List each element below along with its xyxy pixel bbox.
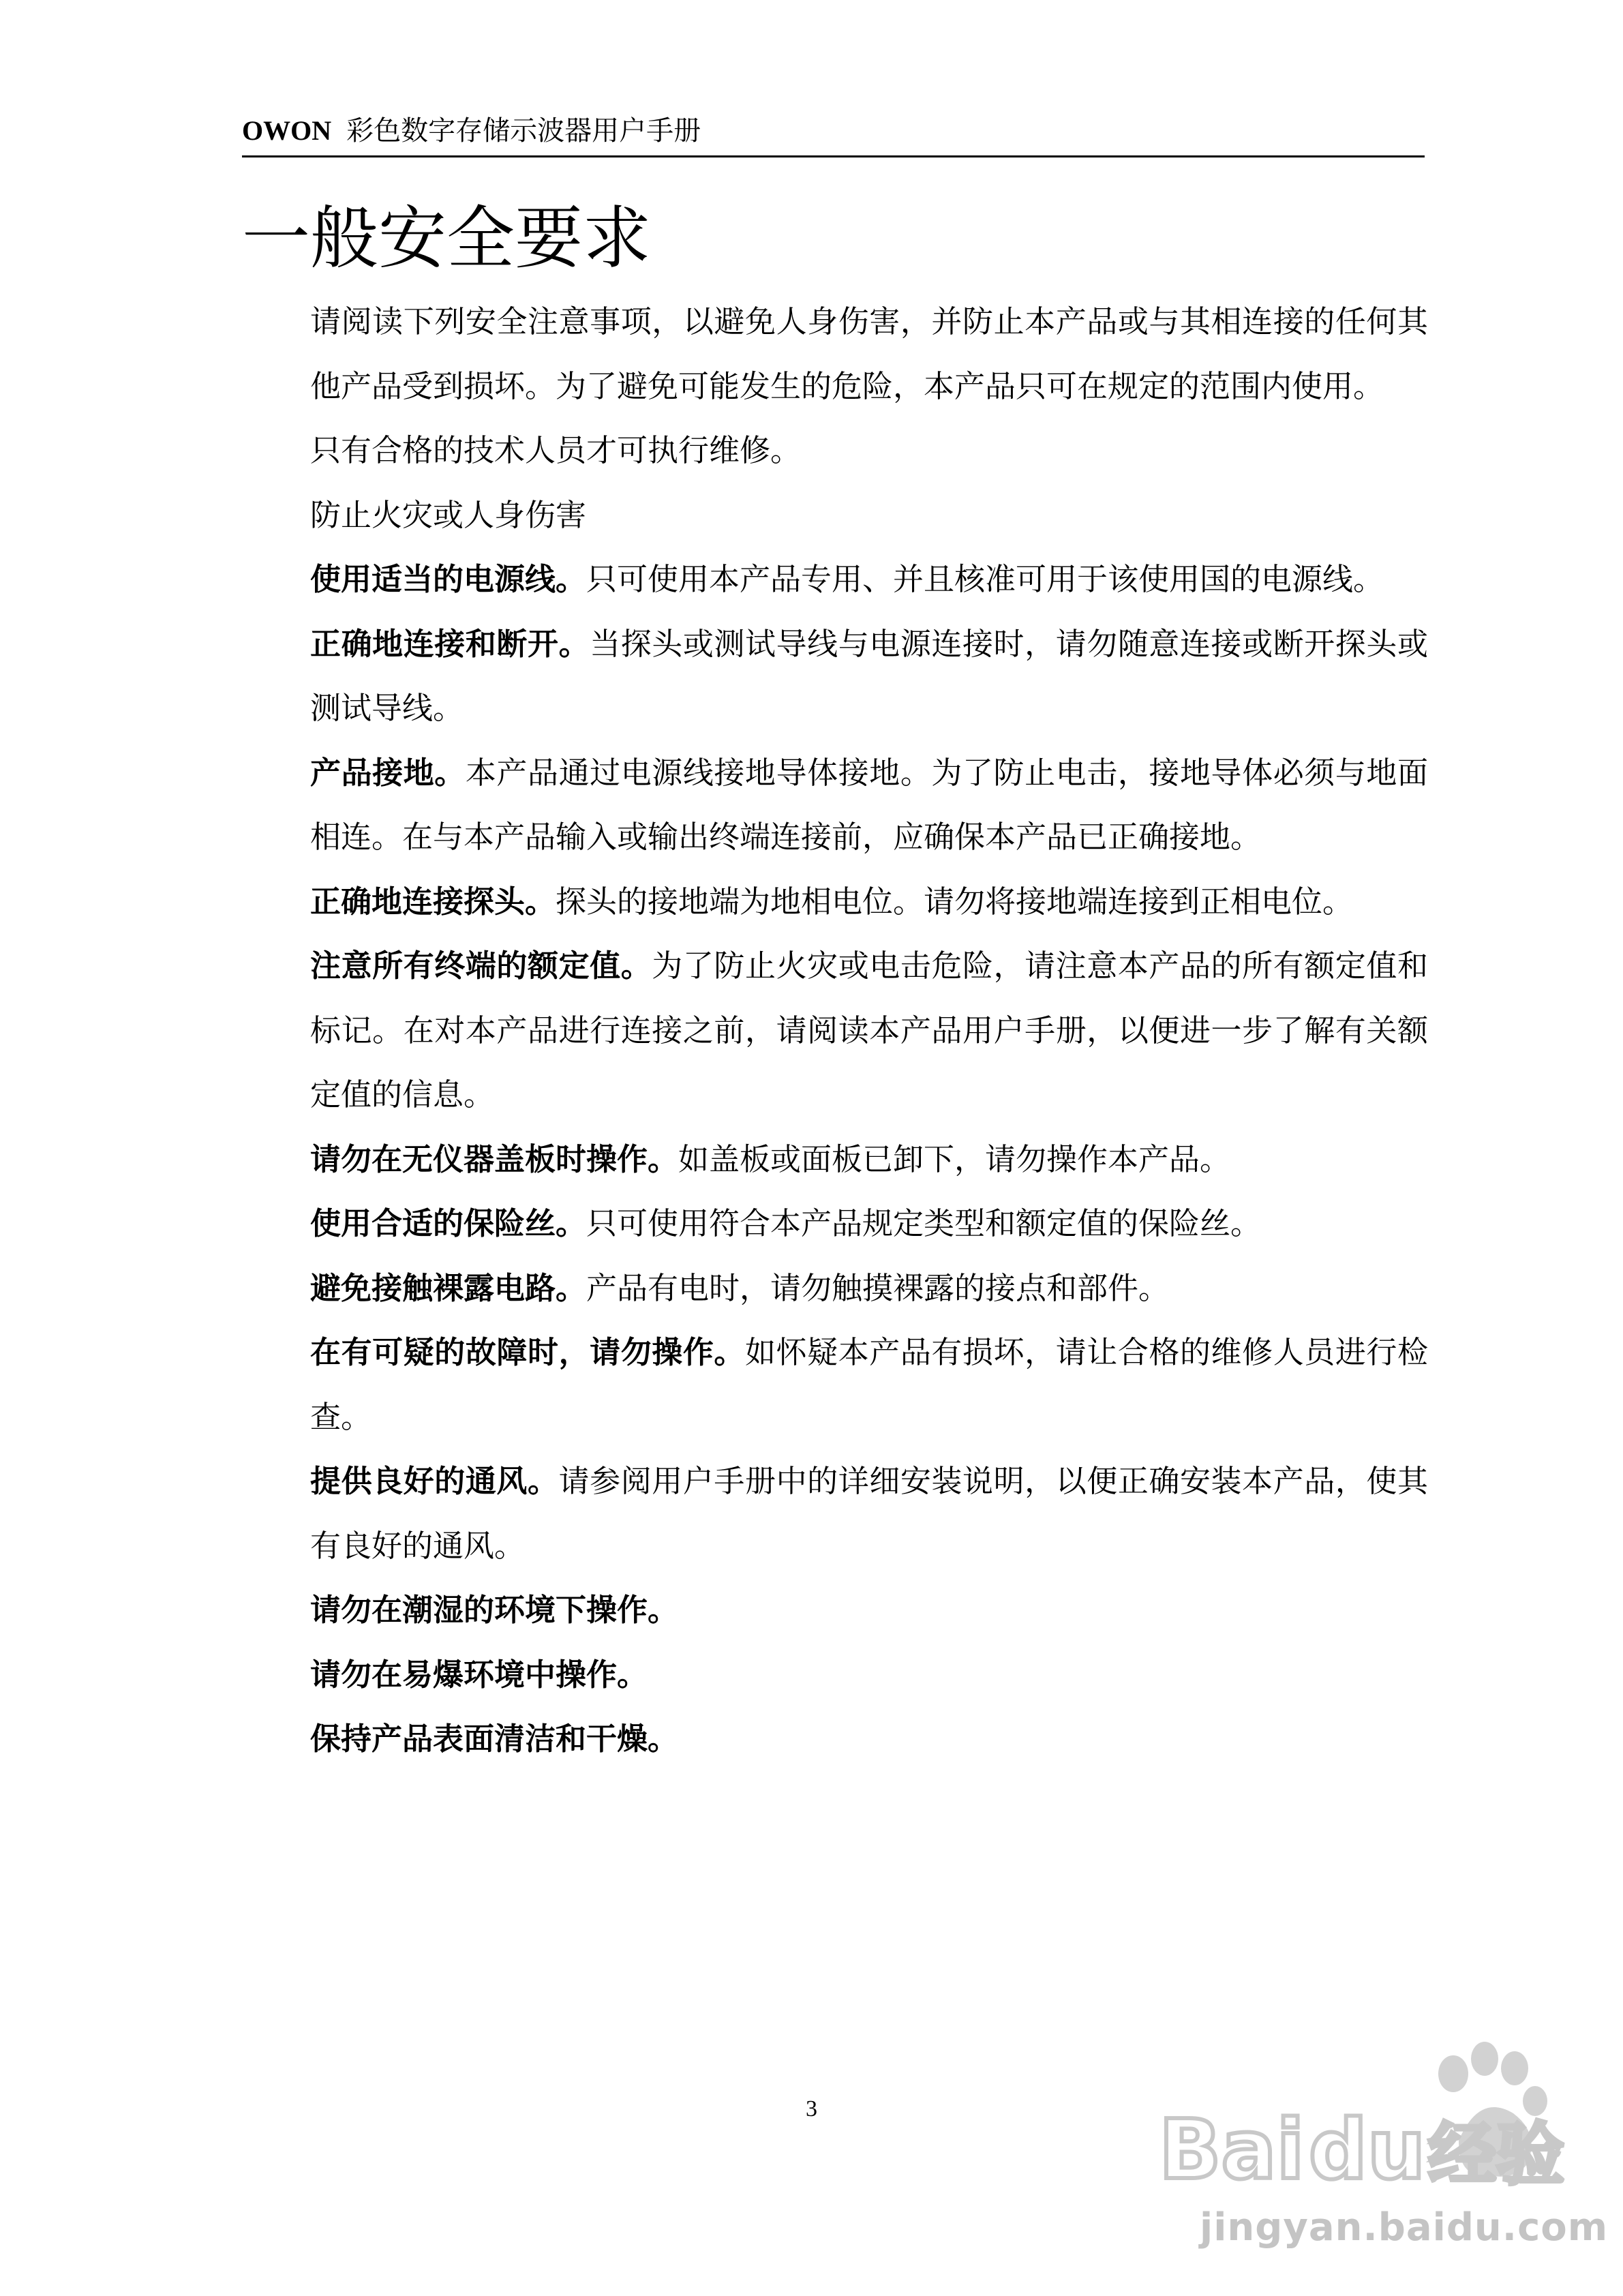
watermark-url: jingyan.baidu.com xyxy=(1200,2205,1609,2250)
paragraph-probe-connection: 正确地连接探头。探头的接地端为地相电位。请勿将接地端连接到正相电位。 xyxy=(310,883,1354,920)
baidu-jingyan-logo-icon xyxy=(1159,2038,1581,2195)
paragraph-exposed-circuit: 避免接触裸露电路。产品有电时，请勿触摸裸露的接点和部件。 xyxy=(310,1269,1170,1306)
paragraph-clean-dry: 保持产品表面清洁和干燥。 xyxy=(310,1721,679,1757)
paragraph-suspected-fault: 在有可疑的故障时，请勿操作。如怀疑本产品有损坏，请让合格的维修人员进行检查。 xyxy=(310,1334,1428,1435)
page-header xyxy=(242,115,1425,157)
paragraph-grounding: 产品接地。本产品通过电源线接地导体接地。为了防止电击，接地导体必须与地面相连。在与本产品输入或输出终端连接前，应确保本产品已正确接地。 xyxy=(310,754,1428,855)
paragraph-terminal-ratings: 注意所有终端的额定值。为了防止火灾或电击危险，请注意本产品的所有额定值和标记。在对本产品进行连接之前，请阅读本产品用户手册，以便进一步了解有关额定值的信息。 xyxy=(310,948,1428,1113)
paragraph-humidity: 请勿在潮湿的环境下操作。 xyxy=(310,1592,679,1628)
svg-text:du: du xyxy=(1309,2103,1426,2195)
page-number: 3 xyxy=(806,2096,817,2121)
svg-text:Bai: Bai xyxy=(1159,2103,1305,2195)
paragraph-connect-disconnect: 正确地连接和断开。当探头或测试导线与电源连接时，请勿随意连接或断开探头或测试导线。 xyxy=(310,625,1428,726)
paragraph-cover: 请勿在无仪器盖板时操作。如盖板或面板已卸下，请勿操作本产品。 xyxy=(310,1141,1231,1177)
baidu-watermark xyxy=(1159,2038,1609,2263)
paragraph-section-heading: 防止火灾或人身伤害 xyxy=(310,496,587,533)
page-title: 一般安全要求 xyxy=(242,198,651,278)
paragraph-power-cord: 使用适当的电源线。只可使用本产品专用、并且核准可用于该使用国的电源线。 xyxy=(310,561,1384,597)
paragraph-fuse: 使用合适的保险丝。只可使用符合本产品规定类型和额定值的保险丝。 xyxy=(310,1205,1262,1241)
paragraph-intro: 请阅读下列安全注意事项，以避免人身伤害，并防止本产品或与其相连接的任何其他产品受到损坏。为了避免可能发生的危险，本产品只可在规定的范围内使用。 xyxy=(310,303,1428,404)
header-title: 彩色数字存储示波器用户手册 xyxy=(346,115,701,147)
svg-text:经验: 经验 xyxy=(1428,2115,1564,2194)
paragraph-ventilation: 提供良好的通风。请参阅用户手册中的详细安装说明，以便正确安装本产品，使其有良好的通风。 xyxy=(310,1463,1428,1564)
paragraph-explosive: 请勿在易爆环境中操作。 xyxy=(310,1656,648,1693)
paragraph-maintenance: 只有合格的技术人员才可执行维修。 xyxy=(310,432,802,468)
safety-content xyxy=(310,290,1428,1772)
header-brand: OWON xyxy=(242,115,332,146)
